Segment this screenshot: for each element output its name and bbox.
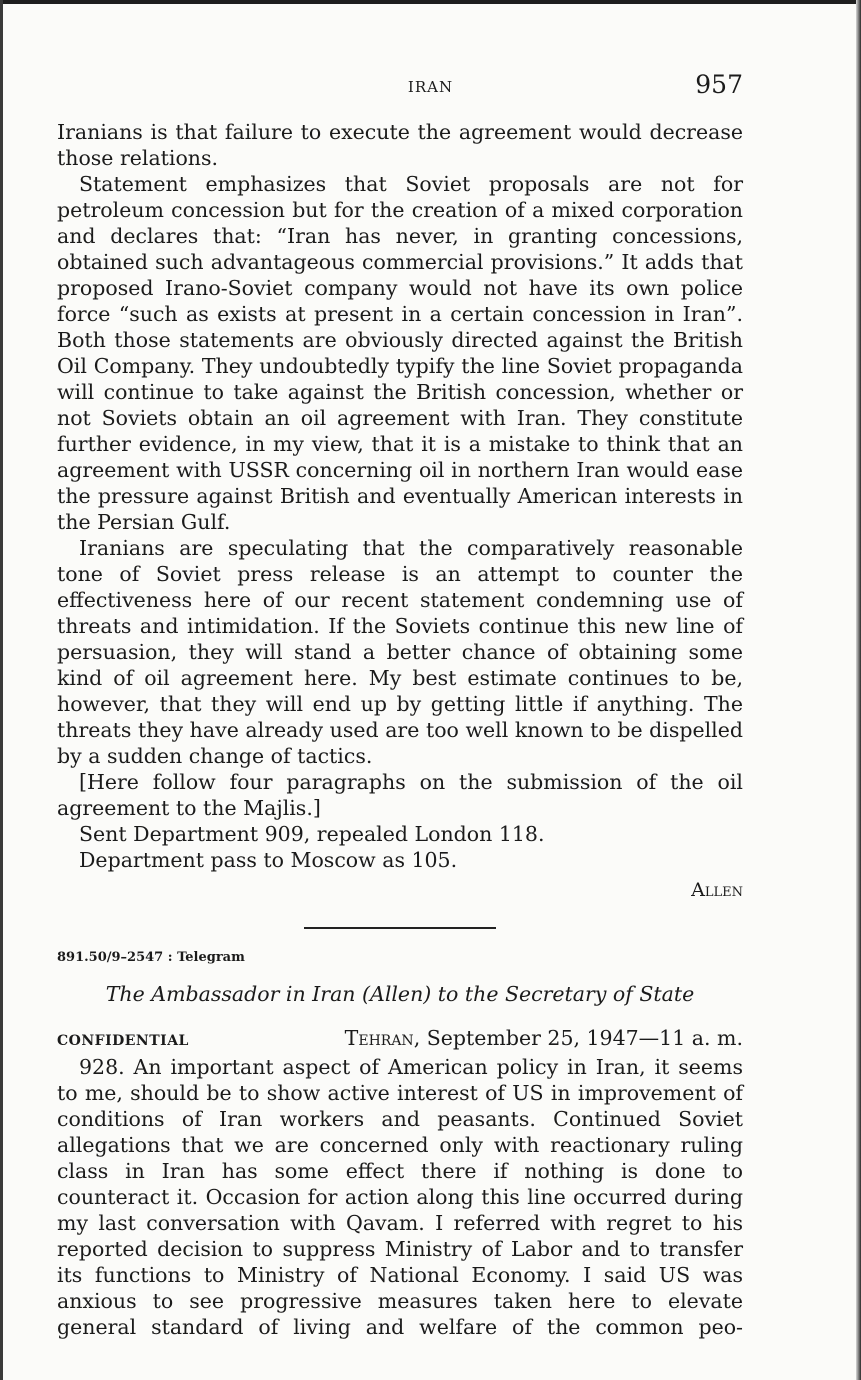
classification-label: CONFIDENTIAL — [57, 1033, 189, 1049]
paragraph-statement: Statement emphasizes that Soviet proposals are not for petroleum concession but for the creation of a mixed corporation and declares that: “Iran has never, in granting concessions, obtained such advantageous commercial provisions.” It adds that proposed Irano-Soviet company would not have its own police force “such as exists at present in a certain concession in Iran”. Both those statements are obviously directed against the British Oil Company. They undoubtedly typify the line Soviet propaganda will continue to take against the British concession, whether or not Soviets obtain an oil agreement with Iran. They constitute further evidence, in my view, that it is a mistake to think that an agreement with USSR concerning oil in northern Iran would ease the pressure against British and eventually American interests in the Persian Gulf. — [57, 172, 743, 534]
running-title: IRAN — [407, 78, 454, 96]
file-reference: 891.50/9–2547 : Telegram — [57, 950, 245, 965]
paragraph-telegram-928: 928. An important aspect of American policy in Iran, it seems to me, should be to show active interest of US in improvement of conditions of Iran workers and peasants. Continued Soviet allegations that we are concerned only with reactionary ruling class in Iran has some effect there if nothing is done to counteract it. Occasion for action along this line occurred during my last conversation with Qavam. I referred with regret to his reported decision to suppress Ministry of Labor and to transfer its functions to Ministry of National Economy. I said US was anxious to see progressive measures taken here to elevate general standard of living and welfare of the common peo- — [57, 1055, 743, 1339]
page-left-edge — [0, 0, 3, 1380]
place-date — [345, 1025, 743, 1051]
page-body — [57, 119, 743, 1340]
paragraph-continuation: Iranians is that failure to execute the agreement would decrease those relations. — [57, 120, 743, 170]
page-number: 957 — [695, 70, 743, 99]
paragraph-editorial-note: [Here follow four paragraphs on the submission of the oil agreement to the Majlis.] — [57, 770, 743, 820]
dateline — [57, 1025, 743, 1054]
paragraph-speculation: Iranians are speculating that the comparatively reasonable tone of Soviet press release is an attempt to counter the effectiveness here of our recent statement condemning use of threats and intimidation. If the Soviets continue this new line of persuasion, they will stand a better chance of obtaining some kind of oil agreement here. My best estimate continues to be, however, that they will end up by getting little if anything. The threats they have already used are too well known to be dispelled by a sudden change of tactics. — [57, 536, 743, 768]
document-title: The Ambassador in Iran (Allen) to the Secretary of State — [105, 982, 695, 1006]
running-head — [0, 70, 861, 106]
page-top-edge — [0, 0, 861, 4]
date-text: , September 25, 1947—11 a. m. — [413, 1026, 743, 1050]
section-divider — [304, 927, 496, 929]
page-right-edge — [856, 0, 861, 1380]
signature: Allen — [691, 879, 743, 901]
paragraph-sent-note: Sent Department 909, repealed London 118. — [79, 822, 545, 846]
place-name: Tehran — [344, 1026, 414, 1050]
paragraph-pass-note: Department pass to Moscow as 105. — [79, 848, 458, 872]
